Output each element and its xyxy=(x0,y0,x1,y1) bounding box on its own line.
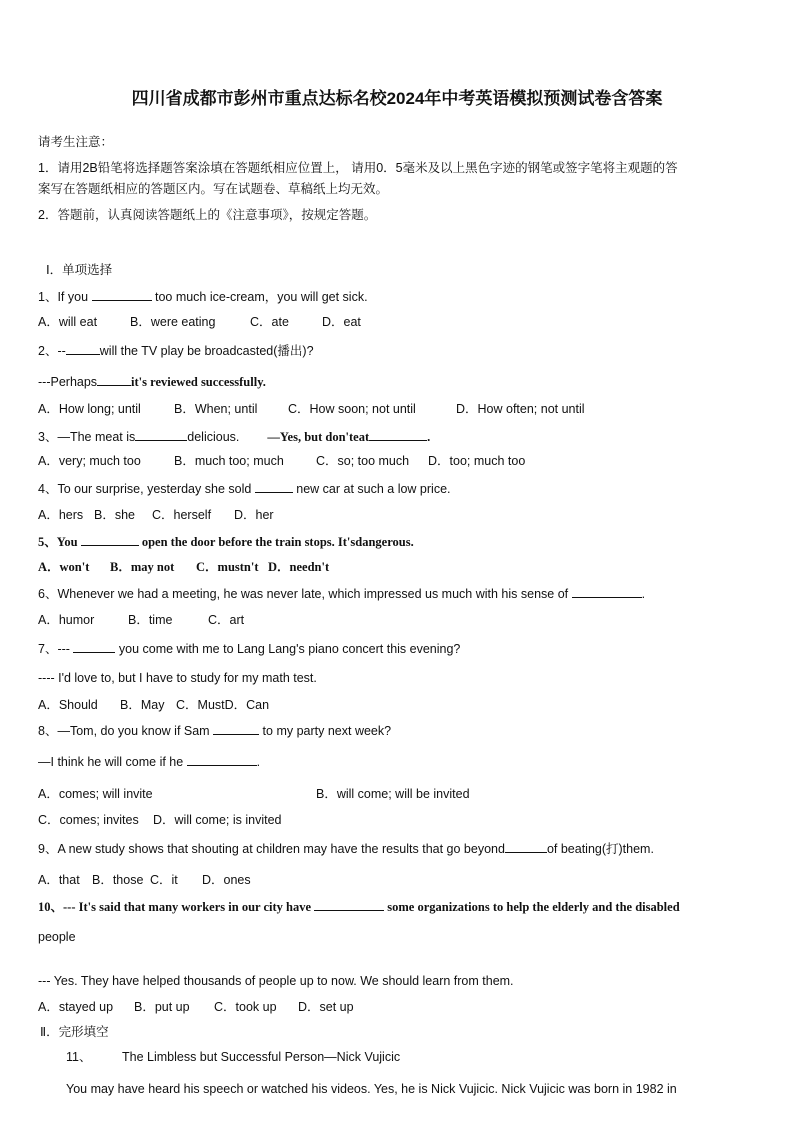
question-2 xyxy=(38,342,314,359)
q2-line-2 xyxy=(38,373,266,390)
q8-text-a: 8、—Tom, do you know if Sam xyxy=(38,724,214,738)
q3-option-c: C．so; too much xyxy=(316,454,410,468)
q6-option-a: A．humor xyxy=(38,613,95,627)
q11-passage-line-1: You may have heard his speech or watched his videos. Yes, he is Nick Vujicic. Nick Vujicic was born in 1982 in xyxy=(66,1082,677,1096)
q1-text-a: 1、If you xyxy=(38,290,92,304)
q8-blank-1 xyxy=(213,722,259,735)
q8-blank-2 xyxy=(187,753,257,766)
section-2-heading: Ⅱ．完形填空 xyxy=(40,1025,109,1039)
q3-option-a: A．very; much too xyxy=(38,454,141,468)
q9-option-d: D．ones xyxy=(202,873,251,887)
q5-option-d: D．needn't xyxy=(268,560,330,574)
q3-text-c: —Yes, but don'teat xyxy=(267,430,370,444)
q4-option-d: D．her xyxy=(234,508,274,522)
q7-line-2: ---- I'd love to, but I have to study for my math test. xyxy=(38,671,317,685)
q1-option-a: A．will eat xyxy=(38,315,98,329)
q10-line-2: people xyxy=(38,930,76,944)
q1-blank xyxy=(92,288,152,301)
q7-option-a: A．Should xyxy=(38,698,98,712)
question-6 xyxy=(38,585,645,602)
q7-option-b: B．May xyxy=(120,698,165,712)
question-10 xyxy=(38,898,680,915)
q4-blank xyxy=(255,480,293,493)
q6-text-b: . xyxy=(641,587,646,601)
notice-item-1-line-2: 案写在答题纸相应的答题区内。写在试题卷、草稿纸上均无效。 xyxy=(38,182,389,196)
q4-option-c: C．herself xyxy=(152,508,212,522)
q1-text-b: too much ice-cream，you will get sick. xyxy=(151,290,368,304)
q5-text-a: 5、You xyxy=(38,535,81,549)
question-5 xyxy=(38,533,414,550)
q2-line2-a: ---Perhaps xyxy=(38,375,98,389)
q6-blank xyxy=(572,585,642,598)
notice-heading: 请考生注意： xyxy=(38,135,114,149)
q10-line-3: --- Yes. They have helped thousands of people up to now. We should learn from them. xyxy=(38,974,514,988)
q2-option-b: B．When; until xyxy=(174,402,258,416)
q3-option-d: D．too; much too xyxy=(428,454,526,468)
notice-item-2: 2．答题前，认真阅读答题纸上的《注意事项》，按规定答题。 xyxy=(38,208,377,222)
q8-option-a: A．comes; will invite xyxy=(38,787,153,801)
question-7 xyxy=(38,640,460,657)
q8-line2-b: . xyxy=(256,755,261,769)
q10-option-c: C．took up xyxy=(214,1000,277,1014)
q1-option-d: D．eat xyxy=(322,315,361,329)
q1-options xyxy=(38,314,361,330)
question-9 xyxy=(38,840,654,857)
q5-option-b: B．may not xyxy=(110,560,175,574)
q2-option-d: D．How often; not until xyxy=(456,402,585,416)
q6-options xyxy=(38,612,244,628)
q2-text-a: 2、-- xyxy=(38,344,66,358)
q3-option-b: B．much too; much xyxy=(174,454,284,468)
q3-text-b: delicious. xyxy=(187,430,240,444)
q8-option-d: D．will come; is invited xyxy=(153,813,282,827)
q9-options xyxy=(38,872,251,888)
q5-options xyxy=(38,559,329,575)
q8-option-c: C．comes; invites xyxy=(38,813,139,827)
q3-options xyxy=(38,453,525,469)
question-4 xyxy=(38,480,451,497)
q11-title: The Limbless but Successful Person—Nick Vujicic xyxy=(122,1050,401,1064)
q10-text-b: some organizations to help the elderly and the disabled xyxy=(384,900,680,914)
q2-option-a: A．How long; until xyxy=(38,402,141,416)
q9-option-c: C．it xyxy=(150,873,178,887)
q8-text-b: to my party next week? xyxy=(259,724,392,738)
q10-options xyxy=(38,999,354,1015)
q4-text-a: 4、To our surprise, yesterday she sold xyxy=(38,482,255,496)
question-8 xyxy=(38,722,391,739)
q2-text-b: will the TV play be broadcasted(播出)? xyxy=(99,344,314,358)
q10-text-a: 10、--- It's said that many workers in our city have xyxy=(38,900,315,914)
q8-option-b: B．will come; will be invited xyxy=(316,787,470,801)
q3-blank-1 xyxy=(135,428,187,441)
q2-blank-2 xyxy=(97,373,131,386)
q2-blank xyxy=(66,342,100,355)
q7-option-c: C．Must xyxy=(176,698,225,712)
q9-option-b: B．those xyxy=(92,873,144,887)
q5-option-a: A．won't xyxy=(38,560,90,574)
question-1 xyxy=(38,288,368,305)
q9-blank xyxy=(505,840,547,853)
q1-option-b: B．were eating xyxy=(130,315,216,329)
q8-line-2 xyxy=(38,753,260,770)
q6-option-b: B．time xyxy=(128,613,173,627)
q7-text-b: you come with me to Lang Lang's piano concert this evening? xyxy=(115,642,461,656)
page-title: 四川省成都市彭州市重点达标名校2024年中考英语模拟预测试卷含答案 xyxy=(131,89,663,108)
q2-line2-b: it's reviewed successfully. xyxy=(131,375,266,389)
q2-options xyxy=(38,401,585,417)
q7-text-a: 7、--- xyxy=(38,642,74,656)
q6-text-a: 6、Whenever we had a meeting, he was never late, which impressed us much with his sense of xyxy=(38,587,572,601)
q9-text-a: 9、A new study shows that shouting at children may have the results that go beyond xyxy=(38,842,505,856)
q2-option-c: C．How soon; not until xyxy=(288,402,416,416)
q4-option-a: A．hers xyxy=(38,508,84,522)
q8-line2-a: —I think he will come if he xyxy=(38,755,187,769)
notice-item-1-line-1: 1．请用2B铅笔将选择题答案涂填在答题纸相应位置上， 请用0．5毫米及以上黑色字迹的钢笔或签字笔将主观题的答 xyxy=(38,161,678,175)
q3-text-a: 3、—The meat is xyxy=(38,430,136,444)
q5-blank xyxy=(81,533,139,546)
q9-option-a: A．that xyxy=(38,873,80,887)
q3-blank-2 xyxy=(369,428,427,441)
q10-option-b: B．put up xyxy=(134,1000,190,1014)
q5-option-c: C．mustn't xyxy=(196,560,259,574)
q4-option-b: B．she xyxy=(94,508,135,522)
q6-option-c: C．art xyxy=(208,613,245,627)
q3-text-d: . xyxy=(427,430,431,444)
q7-options xyxy=(38,697,269,713)
q8-options-cd xyxy=(38,812,282,828)
q4-options xyxy=(38,507,274,523)
q10-option-d: D．set up xyxy=(298,1000,354,1014)
q1-option-c: C．ate xyxy=(250,315,289,329)
q10-option-a: A．stayed up xyxy=(38,1000,114,1014)
q7-option-d: D．Can xyxy=(224,698,270,712)
question-3 xyxy=(38,428,430,445)
q5-text-b: open the door before the train stops. It'sdangerous. xyxy=(138,535,414,549)
q10-blank xyxy=(314,898,384,911)
section-1-heading: Ⅰ．单项选择 xyxy=(46,263,113,277)
q4-text-b: new car at such a low price. xyxy=(292,482,451,496)
q9-text-b: of beating(打)them. xyxy=(546,842,654,856)
q11-number: 11、 xyxy=(66,1050,92,1064)
q7-blank xyxy=(73,640,115,653)
